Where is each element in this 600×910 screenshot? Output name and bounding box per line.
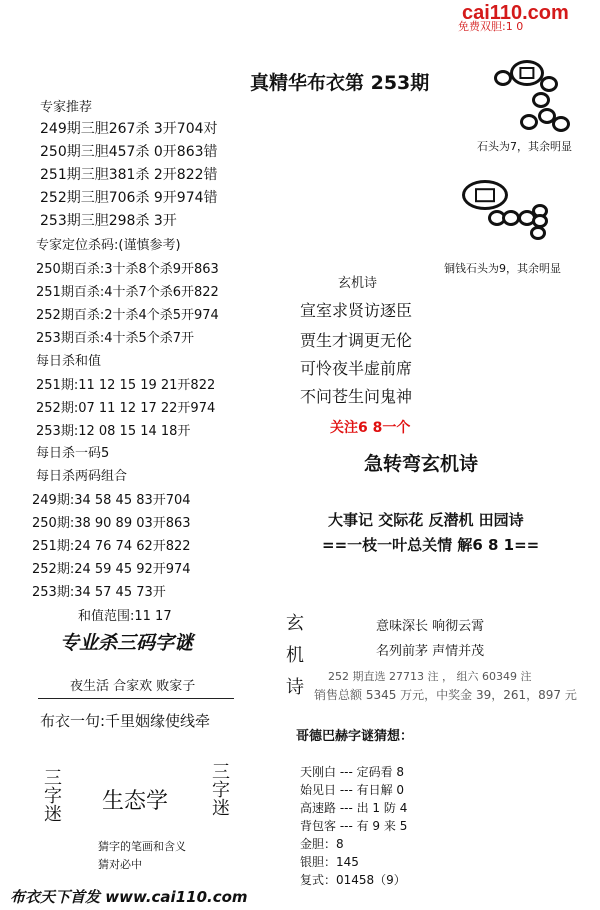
- riddle-hint: 猜字的笔画和含义: [98, 840, 186, 853]
- pro-riddle-title: 专业杀三码字谜: [60, 632, 194, 654]
- expert-row: 252期三胆706杀 9开974错: [40, 190, 218, 206]
- stone-shape: [494, 70, 512, 86]
- poem-line: 贾生才调更无伦: [300, 331, 413, 350]
- position-kill-row: 252期百杀:2十杀4个杀5开974: [36, 308, 219, 323]
- site-logo: cai110.com: [462, 2, 569, 24]
- char: 三: [44, 768, 62, 789]
- divider: [38, 698, 234, 699]
- daily-two-row: 250期:38 90 89 03开863: [32, 516, 191, 531]
- free-double-pick: 免费双胆:1 0: [458, 20, 524, 33]
- xuanji-line: 意味深长 响彻云霄: [376, 619, 485, 634]
- position-kill-row: 251期百杀:4十杀7个杀6开822: [36, 285, 219, 300]
- stone1-caption: 石头为7，其余明显: [477, 140, 572, 153]
- expert-row: 253期三胆298杀 3开: [40, 213, 177, 229]
- coin-shape: [462, 180, 508, 210]
- char: 迷: [212, 798, 230, 819]
- goethe-title: 哥德巴赫字谜猜想：: [296, 729, 414, 744]
- xuanji-line: 名列前茅 声情并茂: [376, 644, 485, 659]
- sum-range: 和值范围:11 17: [78, 609, 172, 624]
- poem-line: 不问苍生问鬼神: [300, 387, 413, 406]
- daily-two-row: 253期:34 57 45 73开: [32, 585, 166, 600]
- goethe-row: 背包客 --- 有 9 来 5: [300, 819, 408, 833]
- three-char-center: 生态学: [102, 789, 169, 814]
- char: 玄: [286, 613, 304, 634]
- poem-line: 可怜夜半虚前席: [300, 359, 413, 378]
- expert-heading: 专家推荐: [40, 100, 93, 115]
- char: 诗: [286, 677, 304, 698]
- daily-two-row: 251期:24 76 74 62开822: [32, 539, 191, 554]
- goethe-row: 银胆：145: [300, 855, 359, 869]
- page-title: 真精华布衣第 253期: [250, 72, 430, 94]
- char: 字: [44, 786, 62, 807]
- three-char-right: [212, 764, 230, 818]
- goethe-row: 高速路 --- 出 1 防 4: [300, 801, 408, 815]
- daily-sum-row: 253期:12 08 15 14 18开: [36, 424, 191, 439]
- xuanji-poem-title: 玄机诗: [338, 276, 378, 291]
- stone-shape: [532, 92, 550, 108]
- stone-shape: [540, 76, 558, 92]
- buyi-line: 布衣一句:千里姻缘使线牵: [40, 712, 211, 730]
- stone-shape: [520, 114, 538, 130]
- daily-sum-row: 252期:07 11 12 17 22开974: [36, 401, 216, 416]
- position-kill-heading: 专家定位杀码:(谨慎参考): [36, 238, 181, 253]
- position-kill-row: 253期百杀:4十杀5个杀7开: [36, 331, 195, 346]
- stone-shape: [552, 116, 570, 132]
- poem-line: 宣室求贤访逐臣: [300, 301, 413, 320]
- daily-two-row: 249期:34 58 45 83开704: [32, 493, 191, 508]
- stone2-caption: 铜钱石头为9，其余明显: [444, 262, 561, 275]
- daily-one-kill: 每日杀一码5: [36, 446, 110, 461]
- position-kill-row: 250期百杀:3十杀8个杀9开863: [36, 262, 219, 277]
- three-char-left: [44, 770, 62, 824]
- goethe-row: 复式：01458（9）: [300, 873, 406, 887]
- char: 字: [212, 780, 230, 801]
- expert-row: 250期三胆457杀 0开863错: [40, 144, 218, 160]
- footer-text: 布衣天下首发 www.cai110.com: [10, 888, 248, 906]
- sales-line: 销售总额 5345 万元，中奖金 39，261，897 元: [314, 688, 577, 702]
- riddle-hint: 猜对必中: [98, 858, 142, 871]
- xuanji-vertical: [286, 608, 306, 704]
- sales-line: 252 期直选 27713 注 ， 组六 60349 注: [328, 670, 532, 683]
- char: 三: [212, 762, 230, 783]
- expert-row: 249期三胆267杀 3开704对: [40, 121, 218, 137]
- riddle-line: 夜生活 合家欢 败家子: [70, 679, 196, 694]
- goethe-row: 金胆：8: [300, 837, 344, 851]
- goethe-row: 天刚白 --- 定码看 8: [300, 765, 405, 779]
- events-line: 大事记 交际花 反潜机 田园诗: [328, 511, 524, 529]
- expert-row: 251期三胆381杀 2开822错: [40, 167, 218, 183]
- jizhuan-title: 急转弯玄机诗: [364, 453, 479, 475]
- daily-two-row: 252期:24 59 45 92开974: [32, 562, 191, 577]
- daily-sum-heading: 每日杀和值: [36, 354, 102, 369]
- coin-shape: [510, 60, 544, 86]
- char: 机: [286, 645, 304, 666]
- daily-two-heading: 每日杀两码组合: [36, 469, 128, 484]
- follow-note: 关注6 8一个: [330, 420, 411, 436]
- char: 迷: [44, 804, 62, 825]
- daily-sum-row: 251期:11 12 15 19 21开822: [36, 378, 216, 393]
- one-branch-line: ==一枝一叶总关情 解6 8 1==: [322, 536, 540, 554]
- stone-shape: [530, 226, 546, 240]
- goethe-row: 始见日 --- 有日解 0: [300, 783, 405, 797]
